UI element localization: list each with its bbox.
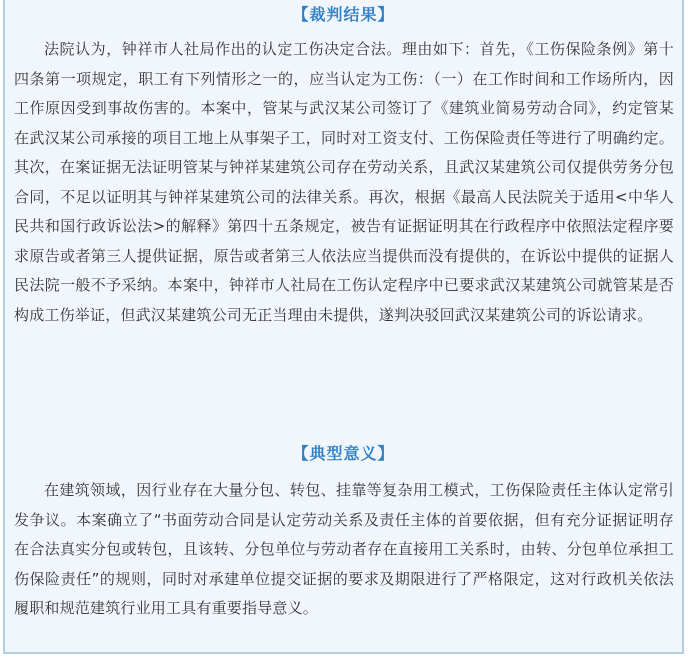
section-body-judgment-result: 法院认为，钟祥市人社局作出的认定工伤决定合法。理由如下：首先，《工伤保险条例》第十四条第一项规定，职工有下列情形之一的，应当认定为工伤：（一）在工作时间和工作场所内，因工作原因受到事故伤害的。本案中，管某与武汉某公司签订了《建筑业简易劳动合同》，约定管某在武汉某公司承接的项目工地上从事架子工，同时对工资支付、工伤保险责任等进行了明确约定。其次，在案证据无法证明管某与钟祥某建筑公司存在劳动关系，且武汉某建筑公司仅提供劳务分包合同，不足以证明其与钟祥某建筑公司的法律关系。再次，根据《最高人民法院关于适用<中华人民共和国行政诉讼法>的解释》第四十五条规定，被告有证据证明其在行政程序中依照法定程序要求原告或者第三人提供证据，原告或者第三人依法应当提供而没有提供的，在诉讼中提供的证据人民法院一般不予采纳。本案中，钟祥市人社局在工伤认定程序中已要求武汉某建筑公司就管某是否构成工伤举证，但武汉某建筑公司无正当理由未提供，遂判决驳回武汉某建筑公司的诉讼请求。 [14,40,674,324]
section-heading-typical-significance: 【典型意义】 [292,444,395,463]
article-panel [3,0,684,654]
section-body-typical-significance: 在建筑领域，因行业存在大量分包、转包、挂靠等复杂用工模式，工伤保险责任主体认定常引发争议。本案确立了“书面劳动合同是认定劳动关系及责任主体的首要依据，但有充分证据证明存在合法真实分包或转包，且该转、分包单位与劳动者存在直接用工关系时，由转、分包单位承担工伤保险责任”的规则，同时对承建单位提交证据的要求及期限进行了严格限定，这对行政机关依法履职和规范建筑行业用工具有重要指导意义。 [14,481,674,617]
section-heading-judgment-result: 【裁判结果】 [292,5,395,24]
